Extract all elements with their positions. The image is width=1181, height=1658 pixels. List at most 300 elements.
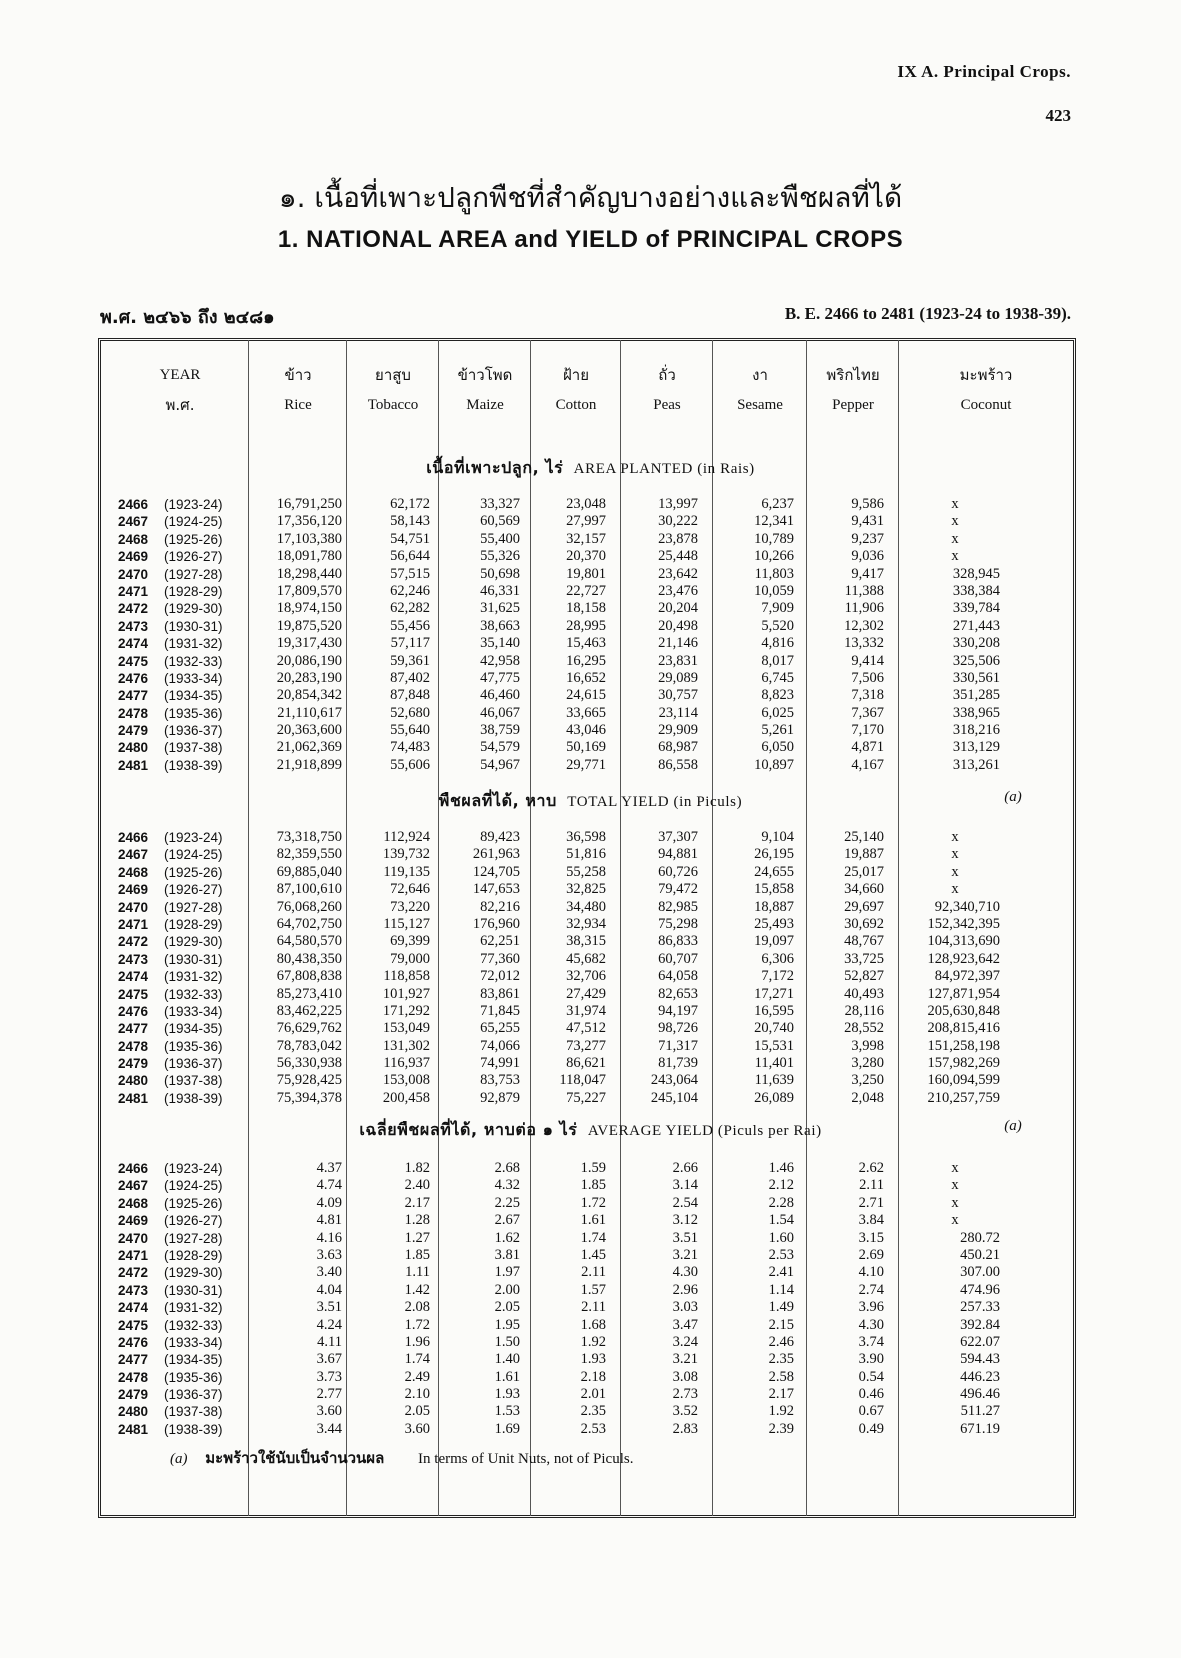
- maize-value: 124,705: [472, 863, 520, 880]
- maize-value: 3.81: [494, 1246, 520, 1263]
- year-ad: (1937-38): [164, 740, 223, 756]
- column-header-thai: ฝ้าย: [562, 366, 589, 384]
- coconut-value: 330,208: [952, 635, 1000, 652]
- column-header-thai: มะพร้าว: [959, 366, 1013, 384]
- column-header-label: YEAR: [159, 367, 201, 383]
- pepper-value: 28,552: [844, 1020, 884, 1037]
- section-title-thai: เนื้อที่เพาะปลูก, ไร่: [426, 458, 564, 477]
- pepper-value: 9,586: [851, 496, 884, 512]
- rice-value: 18,091,780: [276, 548, 342, 565]
- peas-value: 29,909: [658, 722, 698, 739]
- peas-value: 98,726: [658, 1020, 698, 1037]
- rice-value: 4.11: [317, 1333, 342, 1350]
- rice-value: 4.74: [316, 1177, 342, 1194]
- rice-value: 21,062,369: [276, 739, 342, 756]
- cotton-value: 51,816: [566, 846, 606, 863]
- table-row: [0, 531, 1181, 548]
- year-ad: (1926-27): [164, 1213, 223, 1229]
- coconut-value: x: [951, 496, 959, 512]
- table-row: [0, 829, 1181, 846]
- peas-value: 2.66: [672, 1160, 698, 1176]
- sesame-value: 7,909: [761, 600, 794, 617]
- pepper-value: 19,887: [844, 846, 884, 863]
- tobacco-value: 119,135: [383, 863, 430, 880]
- peas-value: 86,833: [658, 933, 698, 950]
- table-row: [0, 739, 1181, 756]
- peas-value: 3.14: [672, 1177, 698, 1194]
- coconut-value: 104,313,690: [927, 933, 1000, 950]
- cotton-value: 20,370: [566, 548, 606, 565]
- peas-value: 86,558: [658, 756, 698, 773]
- maize-value: 50,698: [480, 565, 520, 582]
- year-ad: (1923-24): [164, 830, 223, 845]
- sesame-value: 9,104: [761, 829, 794, 845]
- year-be: 2481: [118, 757, 149, 773]
- rice-value: 20,086,190: [276, 652, 342, 669]
- maize-value: 55,400: [480, 530, 520, 547]
- pepper-value: 7,318: [851, 687, 884, 704]
- coconut-value: x: [951, 548, 959, 565]
- tobacco-value: 171,292: [382, 1002, 430, 1019]
- rice-value: 2.77: [316, 1386, 342, 1403]
- maize-value: 46,331: [480, 582, 520, 599]
- pepper-value: 9,417: [851, 565, 884, 582]
- rice-value: 76,629,762: [276, 1020, 342, 1037]
- rice-value: 17,356,120: [276, 513, 342, 530]
- rice-value: 3.40: [316, 1264, 342, 1281]
- table-row: [0, 1090, 1181, 1107]
- rice-value: 85,273,410: [276, 985, 342, 1002]
- section-title-thai: พืชผลที่ได้, หาบ: [438, 791, 557, 810]
- peas-value: 94,881: [658, 846, 698, 863]
- footnote-thai: มะพร้าวใช้นับเป็นจำนวนผล: [205, 1449, 385, 1467]
- peas-value: 245,104: [650, 1089, 698, 1106]
- tobacco-value: 139,732: [382, 846, 430, 863]
- table-row: [0, 653, 1181, 670]
- running-header: IX A. Principal Crops.: [897, 62, 1071, 81]
- tobacco-value: 54,751: [390, 530, 430, 547]
- maize-value: 35,140: [480, 635, 520, 652]
- year-ad: (1926-27): [164, 882, 223, 898]
- year-be: 2474: [118, 1300, 149, 1316]
- coconut-value: x: [951, 846, 959, 863]
- pepper-value: 7,170: [851, 722, 884, 739]
- coconut-value: 210,257,759: [927, 1089, 1000, 1106]
- coconut-value: 450.21: [960, 1246, 1000, 1263]
- footnote-mark: (a): [170, 1451, 188, 1467]
- peas-value: 3.12: [672, 1212, 698, 1229]
- table-row: [0, 722, 1181, 739]
- pepper-value: 0.67: [858, 1403, 884, 1420]
- sesame-value: 11,639: [754, 1072, 794, 1089]
- column-header-tobacco: [348, 360, 438, 420]
- maize-value: 1.95: [494, 1316, 520, 1333]
- year-ad: (1932-33): [164, 653, 223, 669]
- maize-value: 176,960: [472, 915, 520, 932]
- rice-value: 4.04: [316, 1281, 342, 1298]
- maize-value: 2.25: [494, 1194, 520, 1211]
- column-header-thai: ข้าว: [284, 366, 312, 384]
- pepper-value: 33,725: [844, 950, 884, 967]
- year-be: 2478: [118, 1369, 149, 1385]
- table-row: [0, 1177, 1181, 1194]
- rice-value: 19,875,520: [276, 617, 342, 634]
- year-be: 2467: [118, 1178, 149, 1194]
- year-ad: (1933-34): [164, 1003, 223, 1019]
- table-row: [0, 1403, 1181, 1420]
- year-ad: (1923-24): [164, 497, 223, 512]
- cotton-value: 18,158: [566, 600, 606, 617]
- cotton-value: 16,295: [566, 652, 606, 669]
- year-be: 2470: [118, 899, 149, 915]
- year-be: 2466: [118, 497, 149, 512]
- peas-value: 3.24: [672, 1333, 698, 1350]
- pepper-value: 52,827: [844, 968, 884, 985]
- coconut-value: 152,342,395: [927, 915, 1000, 932]
- coconut-value: 339,784: [952, 600, 1000, 617]
- maize-value: 1.40: [494, 1351, 520, 1368]
- table-row: [0, 899, 1181, 916]
- year-be: 2480: [118, 740, 149, 756]
- sesame-value: 2.15: [768, 1316, 794, 1333]
- peas-value: 3.52: [672, 1403, 698, 1420]
- column-header-thai: พริกไทย: [826, 366, 880, 384]
- table-row: [0, 1160, 1181, 1177]
- peas-value: 21,146: [658, 635, 698, 652]
- rice-value: 4.24: [316, 1316, 342, 1333]
- year-be: 2470: [118, 1230, 149, 1246]
- year-be: 2469: [118, 882, 149, 898]
- column-header-coconut: [900, 360, 1072, 420]
- year-be: 2468: [118, 531, 149, 547]
- sesame-value: 1.49: [768, 1299, 794, 1316]
- year-be: 2471: [118, 583, 149, 599]
- year-be: 2466: [118, 1161, 149, 1176]
- sesame-value: 2.35: [768, 1351, 794, 1368]
- tobacco-value: 118,858: [383, 968, 430, 985]
- year-be: 2474: [118, 969, 149, 985]
- table-row: [0, 1317, 1181, 1334]
- sesame-value: 2.12: [768, 1177, 794, 1194]
- table-row: [0, 916, 1181, 933]
- pepper-value: 2.74: [858, 1281, 884, 1298]
- peas-value: 2.73: [672, 1386, 698, 1403]
- year-be: 2477: [118, 1021, 149, 1037]
- year-be: 2477: [118, 1352, 149, 1368]
- coconut-value: x: [951, 881, 959, 898]
- rice-value: 73,318,750: [276, 829, 342, 845]
- tobacco-value: 2.05: [404, 1403, 430, 1420]
- rice-value: 75,928,425: [276, 1072, 342, 1089]
- sesame-value: 12,341: [754, 513, 794, 530]
- pepper-value: 7,367: [851, 704, 884, 721]
- pepper-value: 3.84: [858, 1212, 884, 1229]
- peas-value: 79,472: [658, 881, 698, 898]
- peas-value: 23,831: [658, 652, 698, 669]
- table-row: [0, 1195, 1181, 1212]
- sesame-value: 20,740: [754, 1020, 794, 1037]
- cotton-value: 1.59: [580, 1160, 606, 1176]
- maize-value: 74,991: [480, 1055, 520, 1072]
- tobacco-value: 2.49: [404, 1368, 430, 1385]
- year-be: 2480: [118, 1404, 149, 1420]
- maize-value: 89,423: [480, 829, 520, 845]
- year-be: 2480: [118, 1073, 149, 1089]
- cotton-value: 73,277: [566, 1037, 606, 1054]
- table-row: [0, 1230, 1181, 1247]
- pepper-value: 30,692: [844, 915, 884, 932]
- table-row: [0, 1055, 1181, 1072]
- tobacco-value: 1.85: [404, 1246, 430, 1263]
- peas-value: 13,997: [658, 496, 698, 512]
- peas-value: 2.54: [672, 1194, 698, 1211]
- maize-value: 83,861: [480, 985, 520, 1002]
- rice-value: 16,791,250: [276, 496, 342, 512]
- coconut-value: 313,261: [952, 756, 1000, 773]
- tobacco-value: 55,606: [390, 756, 430, 773]
- year-ad: (1928-29): [164, 583, 223, 599]
- year-be: 2479: [118, 1056, 149, 1072]
- tobacco-value: 62,172: [390, 496, 430, 512]
- table-row: [0, 1247, 1181, 1264]
- peas-value: 29,089: [658, 669, 698, 686]
- peas-value: 23,878: [658, 530, 698, 547]
- column-header-pepper: [808, 360, 898, 420]
- section-title-english: AREA PLANTED (in Rais): [573, 461, 755, 477]
- title-thai: ๑. เนื้อที่เพาะปลูกพืชที่สำคัญบางอย่างและพืชผลที่ได้: [278, 181, 903, 214]
- maize-value: 1.69: [494, 1420, 520, 1437]
- year-ad: (1933-34): [164, 1334, 223, 1350]
- peas-value: 30,222: [658, 513, 698, 530]
- year-ad: (1936-37): [164, 723, 223, 739]
- rice-value: 64,702,750: [276, 915, 342, 932]
- coconut-value: 325,506: [952, 652, 1000, 669]
- peas-value: 3.21: [672, 1351, 698, 1368]
- sesame-value: 2.46: [768, 1333, 794, 1350]
- peas-value: 71,317: [658, 1037, 698, 1054]
- maize-value: 2.00: [494, 1281, 520, 1298]
- pepper-value: 2.62: [858, 1160, 884, 1176]
- sesame-value: 26,089: [754, 1089, 794, 1106]
- rice-value: 17,809,570: [276, 582, 342, 599]
- rice-value: 80,438,350: [276, 950, 342, 967]
- year-be: 2466: [118, 830, 149, 845]
- sesame-value: 10,789: [754, 530, 794, 547]
- sesame-value: 8,017: [761, 652, 794, 669]
- year-be: 2478: [118, 1038, 149, 1054]
- coconut-value: 313,129: [952, 739, 1000, 756]
- tobacco-value: 62,246: [390, 582, 430, 599]
- year-be: 2473: [118, 1282, 149, 1298]
- tobacco-value: 72,646: [390, 881, 430, 898]
- table-row: [0, 1299, 1181, 1316]
- year-be: 2473: [118, 618, 149, 634]
- column-header-sesame: [714, 360, 806, 420]
- maize-value: 82,216: [480, 898, 520, 915]
- rice-value: 78,783,042: [276, 1037, 342, 1054]
- pepper-value: 7,506: [851, 669, 884, 686]
- table-row: [0, 1334, 1181, 1351]
- coconut-value: 205,630,848: [927, 1002, 1000, 1019]
- table-row: [0, 1421, 1181, 1438]
- maize-value: 83,753: [480, 1072, 520, 1089]
- sesame-value: 2.39: [768, 1420, 794, 1437]
- table-row: [0, 881, 1181, 898]
- rice-value: 3.67: [316, 1351, 342, 1368]
- year-ad: (1925-26): [164, 1195, 223, 1211]
- tobacco-value: 3.60: [404, 1420, 430, 1437]
- pepper-value: 28,116: [844, 1002, 884, 1019]
- maize-value: 4.32: [494, 1177, 520, 1194]
- year-ad: (1932-33): [164, 986, 223, 1002]
- table-row: [0, 864, 1181, 881]
- cotton-value: 1.57: [580, 1281, 606, 1298]
- cotton-value: 75,227: [566, 1089, 606, 1106]
- maize-value: 1.93: [494, 1386, 520, 1403]
- peas-value: 60,726: [658, 863, 698, 880]
- tobacco-value: 116,937: [383, 1055, 430, 1072]
- coconut-value: 127,871,954: [927, 985, 1000, 1002]
- column-header-thai: งา: [752, 366, 768, 384]
- sesame-value: 8,823: [761, 687, 794, 704]
- sesame-value: 11,803: [754, 565, 794, 582]
- tobacco-value: 1.74: [404, 1351, 430, 1368]
- peas-value: 243,064: [650, 1072, 698, 1089]
- coconut-value: 151,258,198: [927, 1037, 1000, 1054]
- year-ad: (1929-30): [164, 934, 223, 950]
- tobacco-value: 57,117: [390, 635, 430, 652]
- tobacco-value: 153,049: [382, 1020, 430, 1037]
- year-ad: (1932-33): [164, 1317, 223, 1333]
- tobacco-value: 153,008: [382, 1072, 430, 1089]
- peas-value: 30,757: [658, 687, 698, 704]
- cotton-value: 43,046: [566, 722, 606, 739]
- section-rows-area: [0, 496, 1181, 774]
- maize-value: 1.53: [494, 1403, 520, 1420]
- sesame-value: 2.41: [768, 1264, 794, 1281]
- cotton-value: 2.35: [580, 1403, 606, 1420]
- cotton-value: 32,934: [566, 915, 606, 932]
- cotton-value: 36,598: [566, 829, 606, 845]
- coconut-value: 328,945: [952, 565, 1000, 582]
- coconut-value: 208,815,416: [927, 1020, 1000, 1037]
- table-row: [0, 757, 1181, 774]
- coconut-value: 392.84: [960, 1316, 1000, 1333]
- year-be: 2476: [118, 1334, 149, 1350]
- year-ad: (1927-28): [164, 1230, 223, 1246]
- table-row: [0, 951, 1181, 968]
- cotton-value: 2.01: [580, 1386, 606, 1403]
- pepper-value: 11,388: [844, 582, 884, 599]
- column-header-english: Sesame: [737, 397, 783, 413]
- year-ad: (1935-36): [164, 1369, 223, 1385]
- table-row: [0, 986, 1181, 1003]
- pepper-value: 3,998: [851, 1037, 884, 1054]
- maize-value: 74,066: [480, 1037, 520, 1054]
- table-row: [0, 933, 1181, 950]
- year-be: 2471: [118, 916, 149, 932]
- coconut-value: x: [951, 1194, 959, 1211]
- year-ad: (1934-35): [164, 1021, 223, 1037]
- cotton-value: 1.74: [580, 1229, 606, 1246]
- rice-value: 18,974,150: [276, 600, 342, 617]
- sesame-value: 19,097: [754, 933, 794, 950]
- coconut-value: x: [951, 513, 959, 530]
- table-row: [0, 1038, 1181, 1055]
- tobacco-value: 73,220: [390, 898, 430, 915]
- maize-value: 62,251: [480, 933, 520, 950]
- rice-value: 21,110,617: [277, 704, 342, 721]
- column-header-english: Cotton: [555, 397, 597, 413]
- rice-value: 3.44: [316, 1420, 342, 1437]
- rice-value: 3.51: [316, 1299, 342, 1316]
- maize-value: 2.67: [494, 1212, 520, 1229]
- rice-value: 19,317,430: [276, 635, 342, 652]
- section-note-average: (a): [1004, 1118, 1022, 1134]
- tobacco-value: 1.28: [404, 1212, 430, 1229]
- tobacco-value: 2.10: [404, 1386, 430, 1403]
- cotton-value: 1.68: [580, 1316, 606, 1333]
- coconut-value: 338,965: [952, 704, 1000, 721]
- column-header-english: Tobacco: [367, 397, 419, 413]
- table-row: [0, 1072, 1181, 1089]
- sesame-value: 6,306: [761, 950, 794, 967]
- year-be: 2475: [118, 986, 149, 1002]
- year-ad: (1930-31): [164, 1282, 223, 1298]
- column-header-english: Pepper: [832, 397, 874, 413]
- maize-value: 54,579: [480, 739, 520, 756]
- coconut-value: 622.07: [960, 1333, 1000, 1350]
- table-row: [0, 1351, 1181, 1368]
- peas-value: 75,298: [658, 915, 698, 932]
- rice-value: 82,359,550: [276, 846, 342, 863]
- year-be: 2473: [118, 951, 149, 967]
- footnote-english: In terms of Unit Nuts, not of Piculs.: [418, 1451, 634, 1467]
- year-be: 2475: [118, 653, 149, 669]
- rice-value: 3.60: [316, 1403, 342, 1420]
- table-row: [0, 635, 1181, 652]
- maize-value: 55,326: [480, 548, 520, 565]
- cotton-value: 1.93: [580, 1351, 606, 1368]
- sesame-value: 26,195: [754, 846, 794, 863]
- tobacco-value: 56,644: [390, 548, 430, 565]
- table-row: [0, 1386, 1181, 1403]
- sesame-value: 1.14: [768, 1281, 794, 1298]
- year-ad: (1935-36): [164, 1038, 223, 1054]
- table-row: [0, 1020, 1181, 1037]
- sesame-value: 15,858: [754, 881, 794, 898]
- sesame-value: 7,172: [761, 968, 794, 985]
- table-row: [0, 566, 1181, 583]
- cotton-value: 15,463: [566, 635, 606, 652]
- section-title-thai: เฉลี่ยพืชผลที่ได้, หาบต่อ ๑ ไร่: [359, 1120, 578, 1139]
- year-ad: (1924-25): [164, 847, 223, 863]
- coconut-value: 84,972,397: [934, 968, 1000, 985]
- pepper-value: 9,237: [851, 530, 884, 547]
- maize-value: 72,012: [480, 968, 520, 985]
- cotton-value: 38,315: [566, 933, 606, 950]
- sesame-value: 1.46: [768, 1160, 794, 1176]
- pepper-value: 9,036: [851, 548, 884, 565]
- footnote: [170, 1446, 633, 1470]
- year-be: 2474: [118, 636, 149, 652]
- year-ad: (1936-37): [164, 1387, 223, 1403]
- peas-value: 2.83: [672, 1420, 698, 1437]
- peas-value: 82,653: [658, 985, 698, 1002]
- table-row: [0, 583, 1181, 600]
- cotton-value: 1.45: [580, 1246, 606, 1263]
- column-header-english: Maize: [466, 397, 504, 413]
